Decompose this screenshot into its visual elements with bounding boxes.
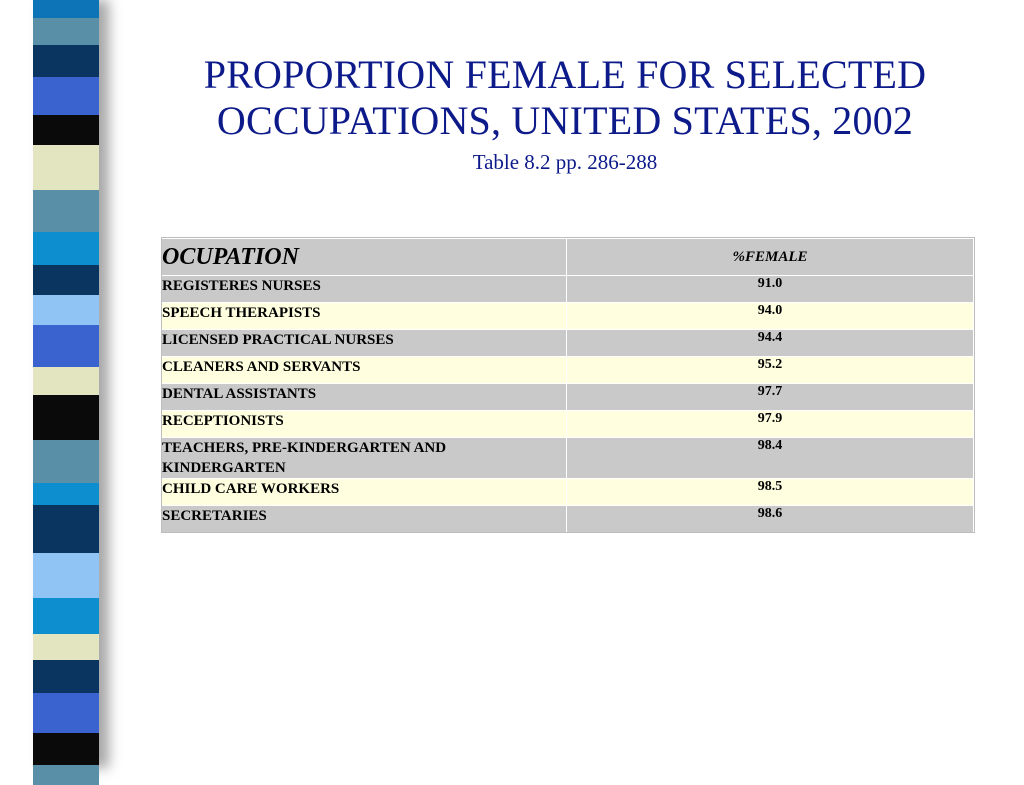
occupation-cell: SPEECH THERAPISTS <box>162 303 567 330</box>
occupation-cell: TEACHERS, PRE-KINDERGARTEN AND KINDERGARTEN <box>162 438 567 479</box>
table-row <box>162 357 974 384</box>
female-cell: 95.2 <box>567 357 974 384</box>
title-line-2: OCCUPATIONS, UNITED STATES, 2002 <box>216 98 914 143</box>
table-row <box>162 479 974 506</box>
occupation-cell: SECRETARIES <box>162 506 567 533</box>
table-row <box>162 330 974 357</box>
female-cell: 91.0 <box>567 276 974 303</box>
female-cell: 98.6 <box>567 506 974 533</box>
female-cell: 94.4 <box>567 330 974 357</box>
female-cell: 97.9 <box>567 411 974 438</box>
table-header-row <box>162 239 974 276</box>
female-cell: 94.0 <box>567 303 974 330</box>
table-row <box>162 276 974 303</box>
slide-subtitle: Table 8.2 pp. 286-288 <box>472 150 658 174</box>
occupation-cell: RECEPTIONISTS <box>162 411 567 438</box>
female-cell: 98.5 <box>567 479 974 506</box>
occupation-cell: CHILD CARE WORKERS <box>162 479 567 506</box>
female-cell: 97.7 <box>567 384 974 411</box>
table-row <box>162 384 974 411</box>
female-cell: 98.4 <box>567 438 974 479</box>
header-occupation: OCUPATION <box>162 239 567 276</box>
occupation-cell: REGISTERES NURSES <box>162 276 567 303</box>
title-block <box>120 52 1010 176</box>
slide-title <box>120 52 1010 144</box>
occupation-table <box>162 238 974 532</box>
table-row <box>162 411 974 438</box>
occupation-cell: CLEANERS AND SERVANTS <box>162 357 567 384</box>
occupation-cell: DENTAL ASSISTANTS <box>162 384 567 411</box>
table-row <box>162 506 974 533</box>
header-female: %FEMALE <box>567 239 974 276</box>
table-row <box>162 303 974 330</box>
title-line-1: PROPORTION FEMALE FOR SELECTED <box>203 52 927 97</box>
decorative-stripe-bar <box>33 0 99 768</box>
table-row <box>162 438 974 479</box>
occupation-cell: LICENSED PRACTICAL NURSES <box>162 330 567 357</box>
